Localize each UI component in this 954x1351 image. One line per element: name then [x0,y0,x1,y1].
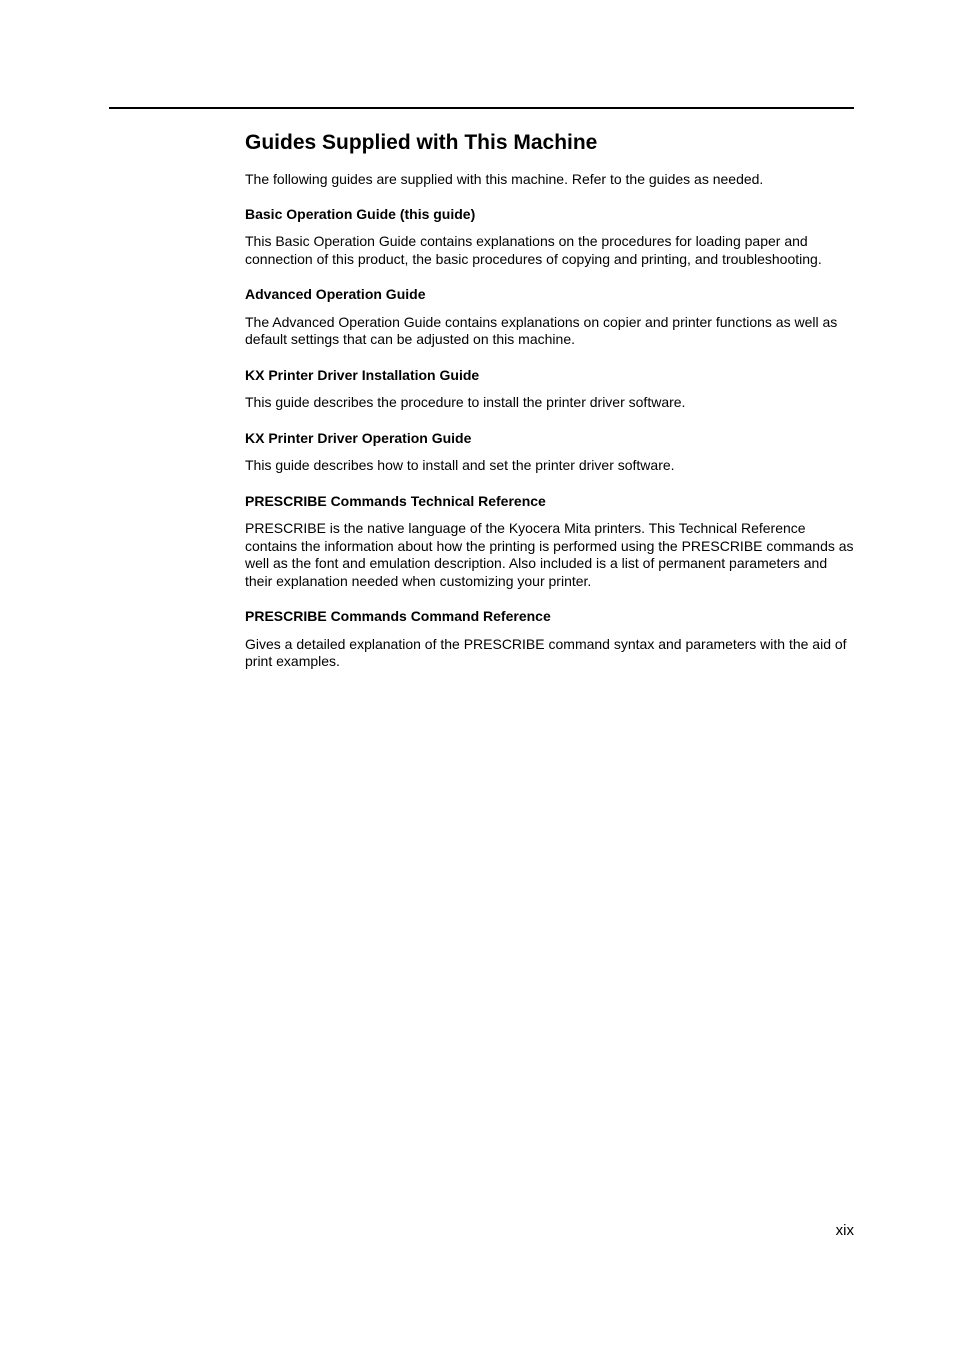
page-number: xix [835,1222,854,1239]
section-heading: KX Printer Driver Operation Guide [245,429,472,446]
guide-section-prescribe-technical [245,493,857,591]
guide-section-kx-operation [245,430,857,475]
guide-section-kx-installation [245,367,857,412]
guide-section-basic [245,206,857,269]
main-content [245,128,857,689]
section-heading: PRESCRIBE Commands Command Reference [245,608,551,624]
section-body: This guide describes how to install and set the printer driver software. [245,457,675,473]
section-heading: Advanced Operation Guide [245,286,426,302]
section-body: The Advanced Operation Guide contains explanations on copier and printer functions as well as default settings that can be adjusted on this machine. [245,313,838,347]
section-body: This Basic Operation Guide contains explanations on the procedures for loading paper and connection of this product, the basic procedures of copying and printing, and troubleshooting. [245,233,822,267]
section-heading: Basic Operation Guide (this guide) [245,205,476,222]
section-heading: PRESCRIBE Commands Technical Reference [245,492,546,509]
section-body: Gives a detailed explanation of the PRESCRIBE command syntax and parameters with the aid of print examples. [245,635,847,669]
section-body: This guide describes the procedure to install the printer driver software. [245,394,686,410]
section-heading: KX Printer Driver Installation Guide [245,366,480,383]
page-title: Guides Supplied with This Machine [245,131,598,154]
intro-paragraph: The following guides are supplied with this machine. Refer to the guides as needed. [245,171,764,187]
section-body: PRESCRIBE is the native language of the Kyocera Mita printers. This Technical Reference contains the information about how the printing is performed using the PRESCRIBE commands as well as the font and emulation description. Also included is a list of permanent parameters and their explanation needed when customizing your printer. [245,520,854,589]
guide-section-advanced [245,286,857,349]
header-rule [109,107,854,109]
guide-section-prescribe-command [245,608,857,671]
